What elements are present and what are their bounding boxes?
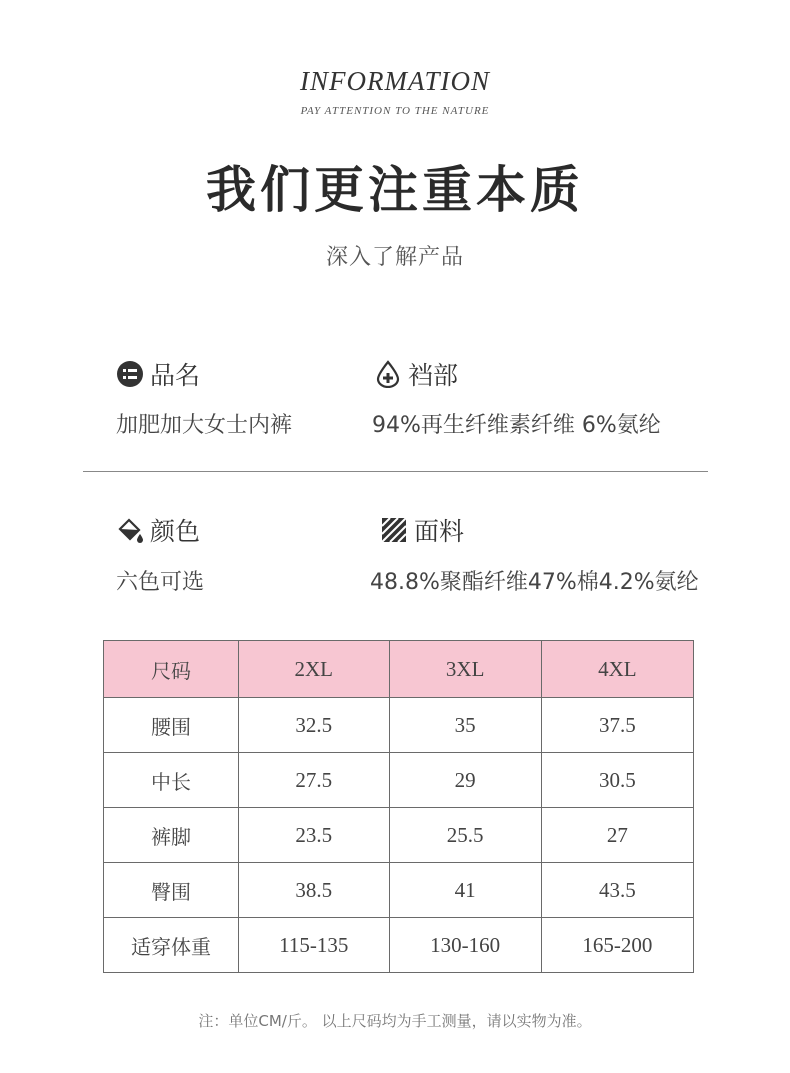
size-table — [103, 640, 694, 973]
row-label: 适穿体重 — [104, 918, 239, 973]
table-cell: 35 — [389, 698, 541, 753]
table-cell: 38.5 — [239, 863, 390, 918]
row-label: 中长 — [104, 753, 239, 808]
list-icon — [116, 360, 144, 388]
droplet-plus-icon — [374, 360, 402, 388]
product-name-value: 加肥加大女士内裤 — [116, 413, 293, 438]
row-label: 裤脚 — [104, 808, 239, 863]
color-label-text: 颜色 — [150, 517, 201, 546]
header-cell: 2XL — [239, 641, 390, 698]
row-label: 臀围 — [104, 863, 239, 918]
table-cell: 27.5 — [239, 753, 390, 808]
product-name-label-text: 品名 — [150, 361, 201, 390]
table-row — [104, 698, 694, 753]
table-cell: 37.5 — [541, 698, 693, 753]
crotch-label-text: 裆部 — [408, 361, 459, 390]
tagline: 深入了解产品 — [325, 245, 464, 270]
table-cell: 32.5 — [239, 698, 390, 753]
header-cell: 3XL — [389, 641, 541, 698]
header-subtitle: PAY ATTENTION TO THE NATURE — [300, 105, 490, 117]
fabric-value: 48.8%聚酯纤维47%棉4.2%氨纶 — [370, 570, 699, 595]
row-label: 腰围 — [104, 698, 239, 753]
size-table-header-row — [104, 641, 694, 698]
crotch-value: 94%再生纤维素纤维 6%氨纶 — [372, 413, 661, 438]
table-cell: 29 — [389, 753, 541, 808]
main-title: 我们更注重本质 — [206, 160, 584, 219]
fabric-texture-icon — [380, 516, 408, 544]
table-row — [104, 808, 694, 863]
table-cell: 41 — [389, 863, 541, 918]
crotch-label — [374, 356, 458, 392]
table-row — [104, 753, 694, 808]
header-title: INFORMATION — [300, 66, 490, 96]
product-name-label — [116, 356, 200, 392]
measurement-note: 注：单位CM/斤。 以上尺码均为手工测量，请以实物为准。 — [198, 1012, 592, 1030]
table-row — [104, 918, 694, 973]
color-value: 六色可选 — [116, 570, 205, 595]
header-cell: 尺码 — [104, 641, 239, 698]
table-cell: 130-160 — [389, 918, 541, 973]
paint-bucket-icon — [116, 516, 144, 544]
table-cell: 115-135 — [239, 918, 390, 973]
table-cell: 25.5 — [389, 808, 541, 863]
header-cell: 4XL — [541, 641, 693, 698]
color-label — [116, 512, 200, 548]
table-cell: 30.5 — [541, 753, 693, 808]
section-divider — [83, 471, 708, 472]
table-cell: 23.5 — [239, 808, 390, 863]
table-cell: 27 — [541, 808, 693, 863]
table-row — [104, 863, 694, 918]
fabric-label — [380, 512, 464, 548]
table-cell: 43.5 — [541, 863, 693, 918]
fabric-label-text: 面料 — [414, 517, 465, 546]
table-cell: 165-200 — [541, 918, 693, 973]
